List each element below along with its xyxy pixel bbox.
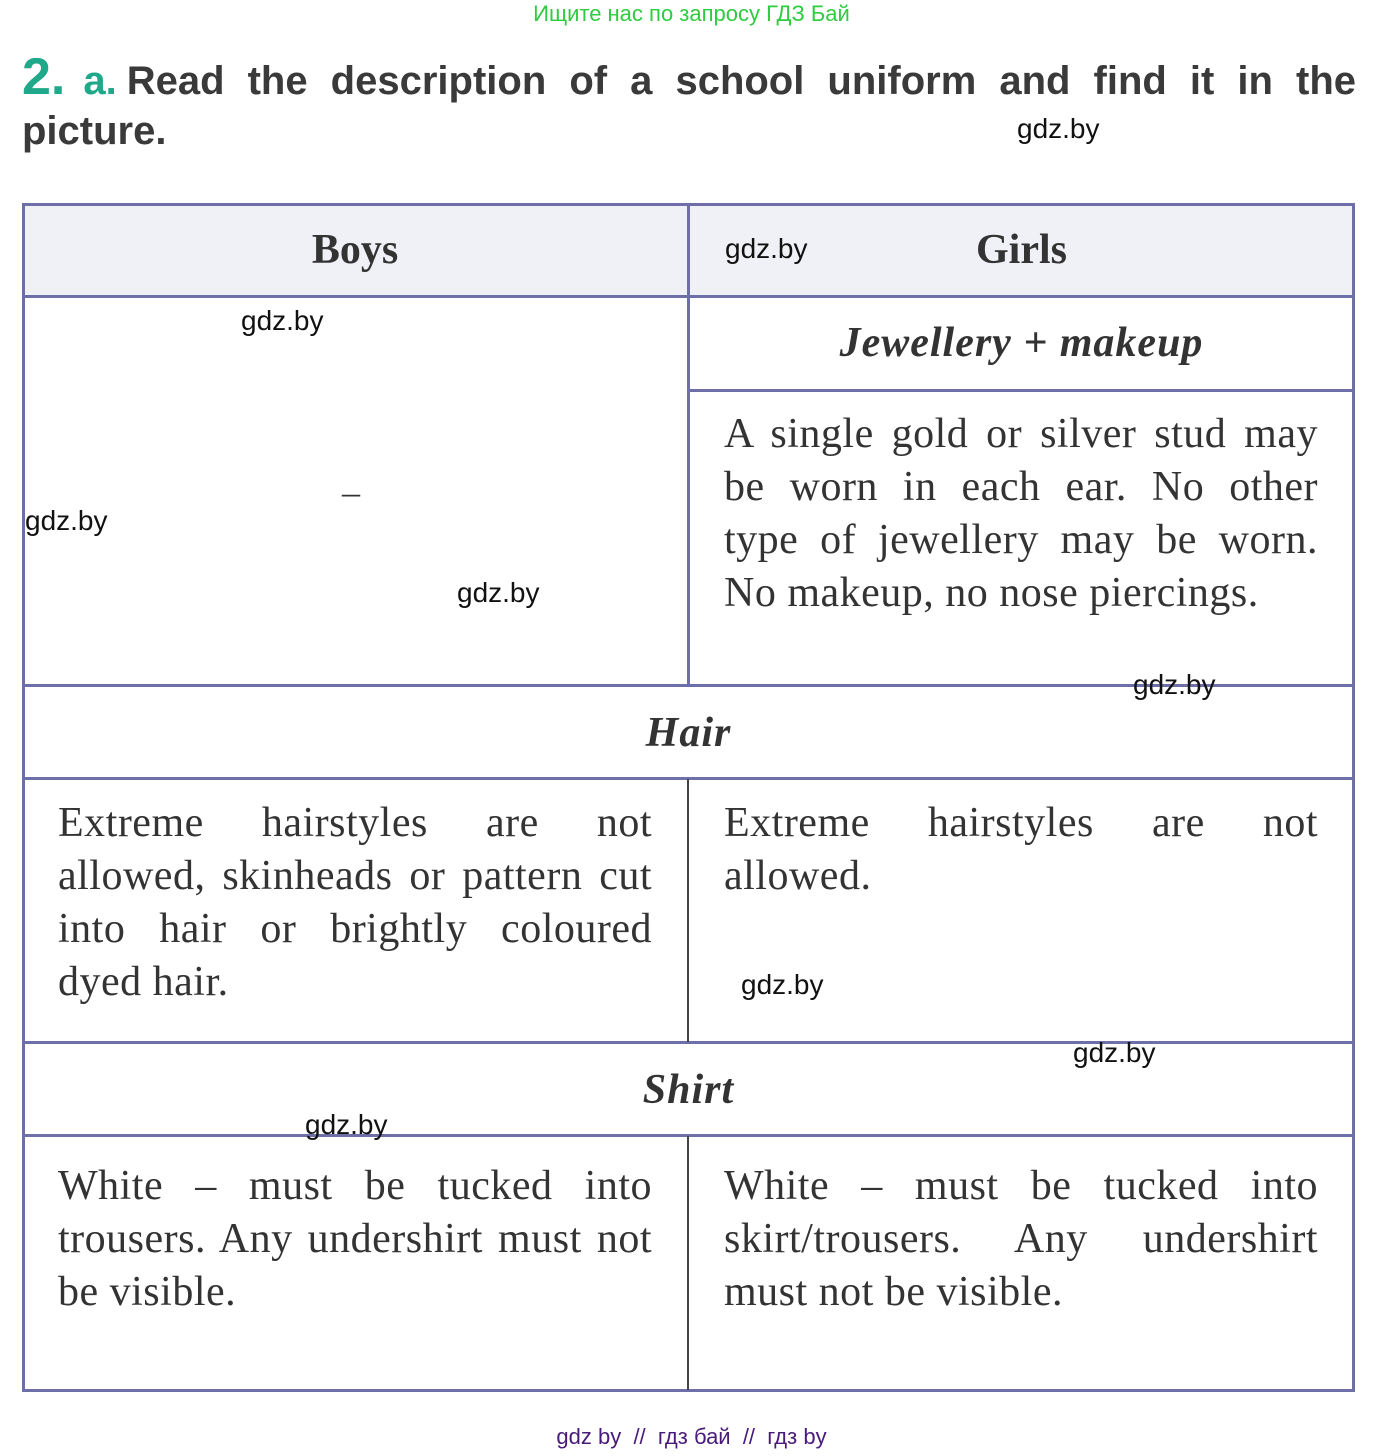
uniform-table: [22, 203, 1355, 1392]
task-heading: [22, 48, 1356, 156]
girls-shirt-cell: White – must be tucked into skirt/trousers. Any undershirt must not be visible.: [724, 1163, 1318, 1315]
boys-jewellery-cell: –: [342, 472, 360, 512]
search-banner: Ищите нас по запросу ГДЗ Бай: [533, 1, 850, 26]
girls-jewellery-cell: A single gold or silver stud may be worn in each ear. No other type of jewellery may be worn. No makeup, no nose piercings.: [724, 411, 1318, 616]
girls-hair-cell: Extreme hairstyles are not allowed.: [724, 800, 1318, 899]
watermark: gdz.by: [241, 305, 324, 336]
section-title-shirt: Shirt: [642, 1066, 735, 1113]
table-border: [1352, 203, 1355, 1392]
table-border: [687, 1136, 689, 1390]
column-header-boys: Boys: [311, 226, 399, 273]
watermark: gdz.by: [1133, 669, 1216, 700]
boys-hair-cell: Extreme hairstyles are not allowed, skinheads or pattern cut into hair or brightly coloured dyed hair.: [58, 800, 652, 1005]
watermark: gdz.by: [25, 505, 108, 536]
footer-watermark: gdz by // гдз бай // гдз by: [556, 1424, 827, 1449]
task-number: 2.: [22, 48, 66, 106]
watermark: gdz.by: [457, 577, 540, 608]
section-title-hair: Hair: [645, 709, 732, 756]
watermark: gdz.by: [305, 1109, 388, 1140]
table-border: [687, 779, 689, 1042]
table-border: [688, 389, 1355, 392]
task-instruction: Read the description of a school uniform and find it in the picture.: [22, 59, 1356, 153]
table-border: [22, 203, 25, 1392]
table-border: [687, 203, 690, 686]
boys-shirt-cell: White – must be tucked into trousers. Any undershirt must not be visible.: [58, 1163, 652, 1315]
watermark: gdz.by: [725, 233, 808, 264]
task-letter: a.: [83, 59, 117, 103]
watermark: gdz.by: [1017, 113, 1100, 144]
section-title-jewellery: Jewellery + makeup: [839, 320, 1204, 366]
column-header-girls: Girls: [976, 226, 1067, 273]
watermark: gdz.by: [741, 969, 824, 1000]
watermark: gdz.by: [1073, 1037, 1156, 1068]
